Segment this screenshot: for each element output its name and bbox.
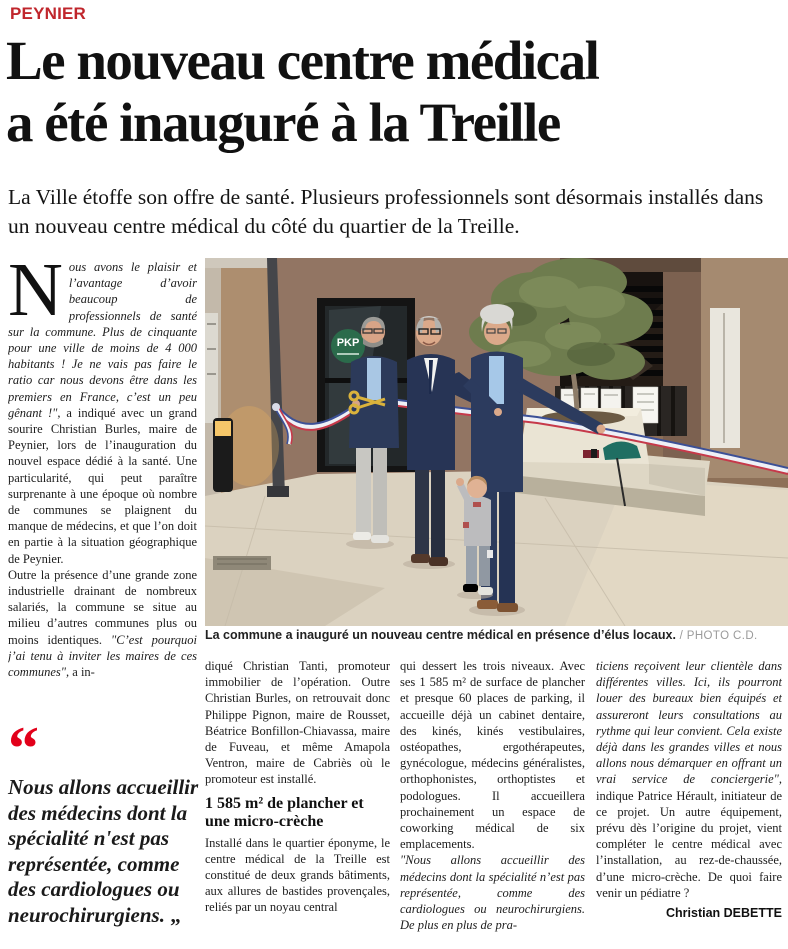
drain-grate [213,556,271,570]
article-column-3 [400,658,585,949]
drop-cap: N [8,259,63,332]
crosshead: 1 585 m² de plancher et une micro-crèche [205,794,364,831]
kicker: PEYNIER [10,4,87,23]
svg-text:PKP: PKP [336,337,360,349]
column-2-paragraph-2: Installé dans le quartier éponyme, le centre médical de la Treille est constitué de deux grands bâtiments, aux allures de bastides provençales, reliés par un noyau central [205,835,390,915]
quote-icon: “ [8,715,35,783]
quote-run-italic: ous avons le plaisir et l’avantage d’avoir beaucoup de professionnels de santé sur la commune. Plus de cinquante pour une ville de moins de 4 000 habitants ! Je ne vais pas faire le ratio car nous devons être dans les premiers en France, c’est un peu gênant !", [8,260,197,420]
pull-quote-text [8,775,200,928]
column-2-paragraph: diqué Christian Tanti, promoteur immobilier de l’opération. Outre Christian Burles, on retrouvait donc Philippe Pignon, maire de Rousset, Béatrice Bonfillon-Chiavassa, maire de Fuveau, et même Amapola Ventron, maire de Cabriès où le promoteur est installé. [205,659,390,787]
column-4-paragraph [596,658,782,901]
paragraph-2-end: a in- [69,665,95,680]
paragraph-2-quote: "C’est pourquoi j’ai tenu à inviter les maires de ces communes", [8,632,197,680]
photo-illustration [205,258,788,626]
article-column-1 [8,259,197,721]
closing-quote-icon: „ [170,902,181,927]
byline: Christian DEBETTE [666,906,782,921]
headline-line-1: Le nouveau centre médical [6,30,599,91]
headline-line-2: a été inauguré à la Treille [6,92,560,153]
article-column-2 [205,658,390,949]
caption-text: La commune a inauguré un nouveau centre médical en présence d’élus locaux. [205,628,676,642]
headline [6,30,784,154]
paragraph-2 [8,567,197,680]
pkp-logo [331,329,365,363]
quote-attribution: a indiqué avec un grand sourire Christian Burles, maire de Peynier, lors de l’inauguration du nouvel espace dédié à la santé. Une particularité, qui peut paraître surprenante à une époque où nombre de communes se plaignent du manque de médecins, et que l’on doit en partie à la situation géographique de Peynier. [8,405,197,566]
photo-credit: / PHOTO C.D. [675,630,758,642]
column-3-quote: "Nous allons accueillir des médecins dont la spécialité n’est pas représentée, comme des cardiologues ou neurochirurgiens. De plus en plus de pra- [400,853,585,933]
column-4-quote: ticiens reçoivent leur clientèle dans différentes villes. Ici, ils pourront louer des bureaux bien équipés et assureront leurs consultations au rythme qui leur convient. Cela existe déjà dans les grandes villes et nous allons nous démarquer en offrant un vrai service de conciergerie", [596,659,782,787]
column-4-regular: indique Patrice Hérault, initiateur de ce projet. Un autre équipement, prévu dès l’origine du projet, vient compléter le centre médical avec l’installation, au rez-de-chaussée, d’une micro-crèche. De quoi faire venir un pédiatre ? [596,788,782,900]
wayfinding-sign [205,313,218,423]
pull-quote-body: Nous allons accueillir des médecins dont la spécialité n'est pas représentée, comme des cardiologues ou neurochirurgiens. [8,775,199,927]
inauguration-photo [205,258,788,644]
photo-caption [205,626,788,644]
article-column-4 [596,658,782,949]
pull-quote [8,715,200,928]
standfirst: La Ville étoffe son offre de santé. Plusieurs professionnels sont désormais installés dans un nouveau centre médical du côté du quartier de la Treille. [8,185,764,238]
column-3-paragraph: qui dessert les trois niveaux. Avec ses 1 585 m² de surface de plancher et presque 60 places de parking, il accueille déjà un cabinet dentaire, des kinés, kinés vestibulaires, ostéopathes, ergothérapeutes, gynécologue, médecins généralistes, orthophonistes, orthoptistes et podologues. Il accueillera prochainement un espace de coworking médical de six emplacements. [400,659,585,852]
paragraph-2-start: Outre la présence d’une grande zone industrielle drainant de nombreux salariés, la commune se situe au milieu d’autres communes plus ou moins identiques. [8,567,197,647]
pillar [663,272,701,468]
paragraph-lead [8,259,197,567]
